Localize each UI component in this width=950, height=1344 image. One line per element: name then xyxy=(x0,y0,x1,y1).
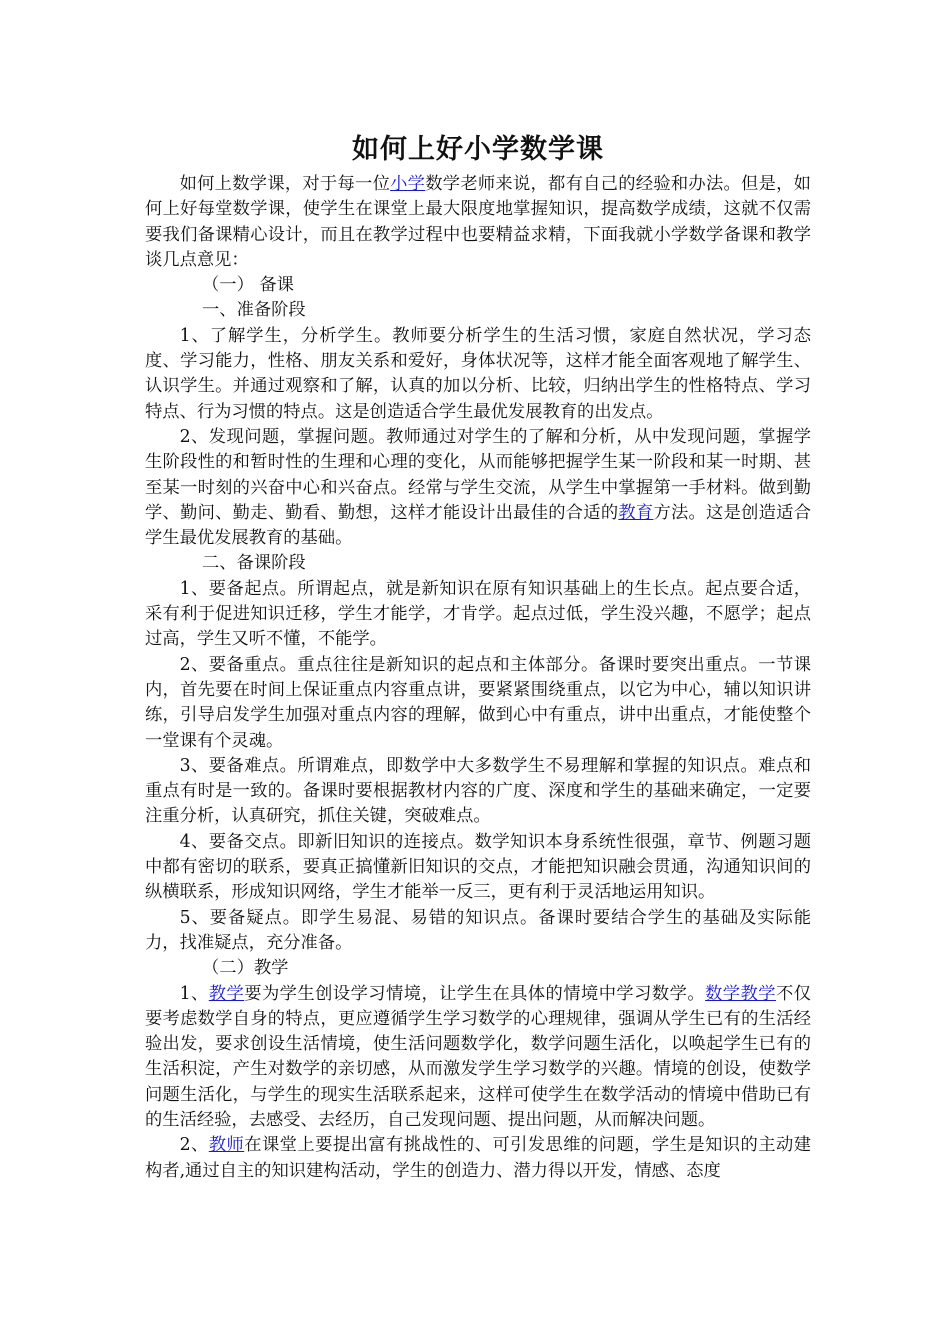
document-page xyxy=(145,128,811,1184)
link-xiaoxue[interactable]: 小学 xyxy=(390,174,426,194)
paragraph-beike-2: 2、要备重点。重点往往是新知识的起点和主体部分。备课时要突出重点。一节课内，首先要在时间上保证重点内容重点讲，要紧紧围绕重点，以它为中心，辅以知识讲练，引导启发学生加强对重点内容的理解，做到心中有重点，讲中出重点，才能使整个一堂课有个灵魂。 xyxy=(145,654,811,751)
intro-text-1: 如何上数学课，对于每一位 xyxy=(179,174,391,194)
page-title: 如何上好小学数学课 xyxy=(352,134,604,165)
paragraph-teach-2 xyxy=(145,1133,811,1184)
paragraph-beike-4: 4、要备交点。即新旧知识的连接点。数学知识本身系统性很强，章节、例题习题中都有密切的联系，要真正搞懂新旧知识的交点，才能把知识融会贯通，沟通知识间的纵横联系，形成知识网络，学生才能举一反三，更有利于灵活地运用知识。 xyxy=(145,831,811,903)
section-heading-beike: （一） 备课 xyxy=(202,275,294,296)
teach2-text-1: 2、 xyxy=(179,1135,209,1156)
paragraph-prep-1: 1、了解学生，分析学生。教师要分析学生的生活习惯，家庭自然状况，学习态度、学习能力，性格、朋友关系和爱好，身体状况等，这样才能全面客观地了解学生、认识学生。并通过观察和了解，认真的加以分析、比较，归纳出学生的性格特点、学习特点、行为习惯的特点。这是创造适合学生最优发展教育的出发点。 xyxy=(145,325,811,422)
paragraph-prep-2 xyxy=(145,425,811,551)
intro-paragraph xyxy=(145,172,811,273)
link-shuxue-jiaoxue[interactable]: 数学教学 xyxy=(705,983,776,1004)
intro-text-2: 数学老师来说，都有自己的经验和办法。但是，如何上好每堂数学课，使学生在课堂上最大限度地掌握知识，提高数学成绩，这就不仅需要我们备课精心设计，而且在教学过程中也要精益求精，下面我就小学数学备课和教学谈几点意见： xyxy=(145,174,811,270)
teach2-text-2: 在课堂上要提出富有挑战性的、可引发思维的问题，学生是知识的主动建构者,通过自主的知识建构活动，学生的创造力、潜力得以开发，情感、态度 xyxy=(145,1135,811,1181)
teach1-text-2: 要为学生创设学习情境，让学生在具体的情境中学习数学。 xyxy=(244,983,706,1004)
link-jiaoshi[interactable]: 教师 xyxy=(208,1135,245,1156)
paragraph-teach-1 xyxy=(145,982,811,1134)
prep2-text-2: 方法。这是创造适合学生最优发展教育的基础。 xyxy=(145,502,811,549)
teach1-text-1: 1、 xyxy=(179,983,209,1004)
paragraph-beike-1: 1、要备起点。所谓起点，就是新知识在原有知识基础上的生长点。起点要合适，采有利于促进知识迁移，学生才能学，才肯学。起点过低，学生没兴趣，不愿学；起点过高，学生又听不懂，不能学。 xyxy=(145,578,811,650)
paragraph-beike-3: 3、要备难点。所谓难点，即数学中大多数学生不易理解和掌握的知识点。难点和重点有时是一致的。备课时要根据教材内容的广度、深度和学生的基础来确定，一定要注重分析，认真研究，抓住关键，突破难点。 xyxy=(145,755,811,827)
stage-heading-beike: 二、备课阶段 xyxy=(202,553,306,574)
link-jiaoxue[interactable]: 教学 xyxy=(208,983,245,1004)
stage-heading-prep: 一、准备阶段 xyxy=(202,300,306,321)
link-jiaoyu[interactable]: 教育 xyxy=(618,502,654,523)
section-heading-jiaoxue: （二）教学 xyxy=(202,958,289,979)
paragraph-beike-5: 5、要备疑点。即学生易混、易错的知识点。备课时要结合学生的基础及实际能力，找准疑点，充分准备。 xyxy=(145,907,811,953)
teach1-text-3: 不仅要考虑数学自身的特点，更应遵循学生学习数学的心理规律，强调从学生已有的生活经验出发，要求创设生活情境，使生活问题数学化，数学问题生活化，以唤起学生已有的生活积淀，产生对数学的亲切感，从而激发学生学习数学的兴趣。情境的创设，使数学问题生活化，与学生的现实生活联系起来，这样可使学生在数学活动的情境中借助已有的生活经验，去感受、去经历，自己发现问题、提出问题，从而解决问题。 xyxy=(145,983,811,1130)
prep2-text-1: 2、发现问题，掌握问题。教师通过对学生的了解和分析，从中发现问题，掌握学生阶段性的和暂时性的生理和心理的变化，从而能够把握学生某一阶段和某一时期、甚至某一时刻的兴奋中心和兴奋点。经常与学生交流，从学生中掌握第一手材料。做到勤学、勤问、勤走、勤看、勤想，这样才能设计出最佳的合适的 xyxy=(145,426,811,523)
